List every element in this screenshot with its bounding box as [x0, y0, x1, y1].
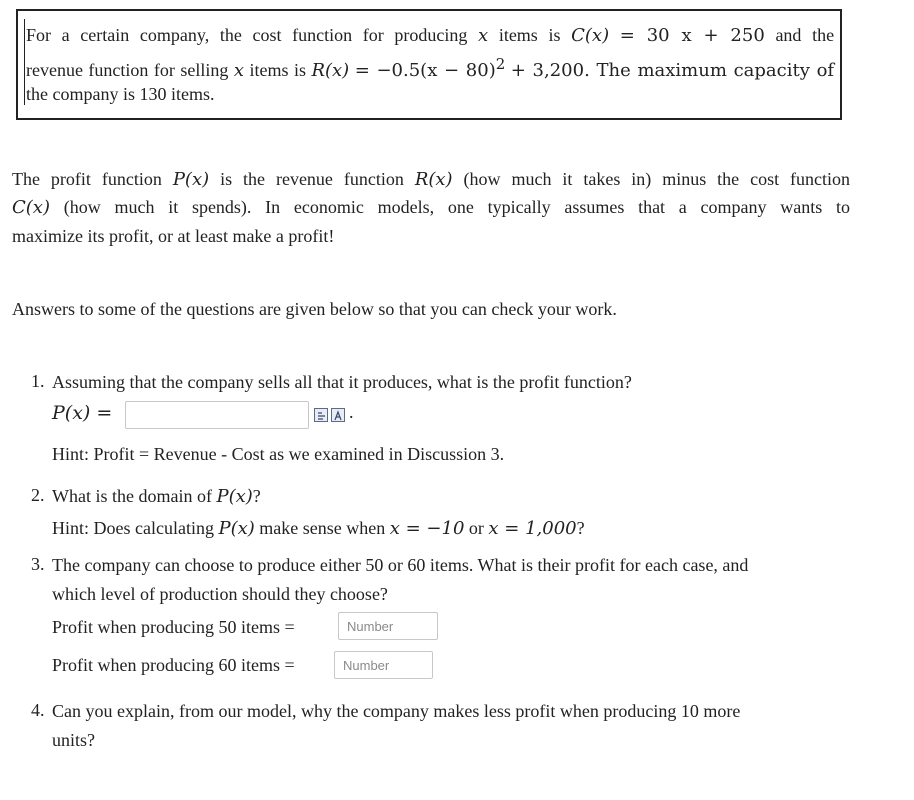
box-left-rule — [24, 19, 25, 105]
problem-statement-box — [16, 9, 842, 120]
profit-50-label: Profit when producing 50 items = — [52, 617, 295, 637]
question-1-text: Assuming that the company sells all that it produces, what is the profit function? — [52, 372, 632, 392]
intro-line-2: C(x) (how much it spends). In economic models, one typically assumes that a company wants to — [12, 197, 851, 218]
input-trailing-period: . — [349, 402, 354, 422]
intro-line-1: The profit function P(x) is the revenue function R(x) (how much it takes in) minus the cost function — [12, 169, 851, 190]
question-3-line-1: The company can choose to produce either 50 or 60 items. What is their profit for each case, and — [52, 555, 749, 575]
profit-function-input[interactable] — [125, 401, 309, 429]
profit-50-input[interactable] — [338, 612, 438, 640]
question-2-number: 2. — [31, 485, 45, 505]
problem-line-3: the company is 130 items. — [26, 84, 215, 104]
profit-function-label: P(x) = — [52, 402, 113, 424]
question-4-line-1: Can you explain, from our model, why the company makes less profit when producing 10 more — [52, 701, 741, 721]
question-2-hint: Hint: Does calculating P(x) make sense when x = −10 or x = 1,000? — [52, 518, 585, 539]
question-4-number: 4. — [31, 700, 45, 720]
problem-line-1: For a certain company, the cost function for producing x items is C(x) = 30 x + 250 and the — [26, 25, 835, 46]
equation-editor-icon[interactable] — [314, 408, 328, 422]
preview-icon[interactable] — [331, 408, 345, 422]
problem-line-2: revenue function for selling x items is $R(x) = -0.5(x - 80)^2 + 3,200$. The maximum capacity of — [26, 55, 835, 81]
question-3-line-2: which level of production should they choose? — [52, 584, 388, 604]
question-1-hint: Hint: Profit = Revenue - Cost as we examined in Discussion 3. — [52, 444, 505, 464]
question-2-text: What is the domain of P(x)? — [52, 486, 261, 507]
question-4-line-2: units? — [52, 730, 95, 750]
profit-60-input[interactable] — [334, 651, 433, 679]
intro-line-3: maximize its profit, or at least make a profit! — [12, 226, 335, 246]
question-1-number: 1. — [31, 371, 45, 391]
answers-note: Answers to some of the questions are given below so that you can check your work. — [12, 299, 617, 319]
profit-60-label: Profit when producing 60 items = — [52, 655, 295, 675]
question-3-number: 3. — [31, 554, 45, 574]
